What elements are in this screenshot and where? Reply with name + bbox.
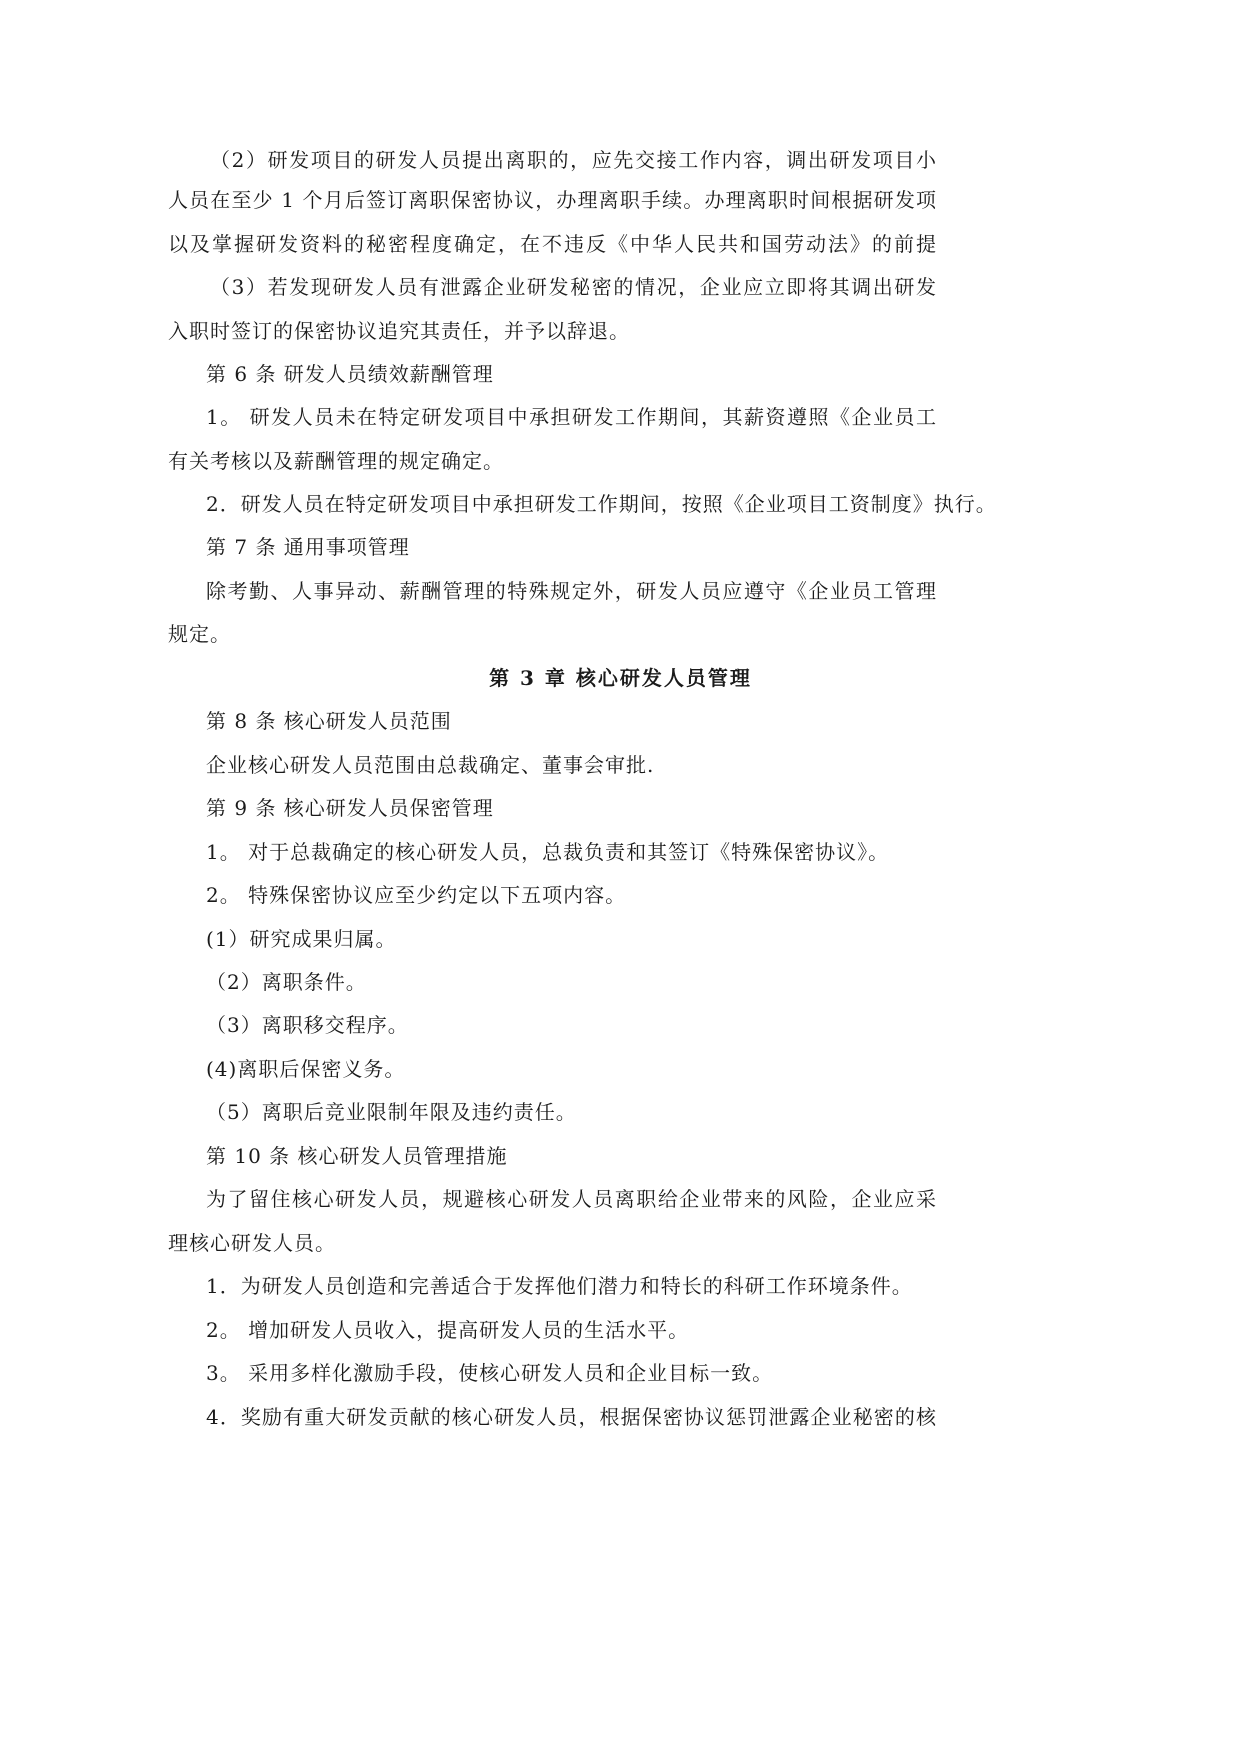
list-item: 1．为研发人员创造和完善适合于发挥他们潜力和特长的科研工作环境条件。: [206, 1274, 913, 1298]
paragraph-line: （3）若发现研发人员有泄露企业研发秘密的情况，企业应立即将其调出研发: [210, 275, 937, 299]
paragraph-line: 人员在至少 1 个月后签订离职保密协议，办理离职手续。办理离职时间根据研发项: [168, 188, 937, 212]
paragraph-line: 为了留住核心研发人员，规避核心研发人员离职给企业带来的风险，企业应采: [206, 1187, 937, 1211]
list-item: 4．奖励有重大研发贡献的核心研发人员，根据保密协议惩罚泄露企业秘密的核: [206, 1405, 937, 1429]
article-heading: 第 8 条 核心研发人员范围: [206, 709, 452, 733]
paragraph-line: 除考勤、人事异动、薪酬管理的特殊规定外，研发人员应遵守《企业员工管理: [206, 579, 937, 603]
list-item: 1。 对于总裁确定的核心研发人员，总裁负责和其签订《特殊保密协议》。: [206, 840, 890, 864]
article-heading: 第 10 条 核心研发人员管理措施: [206, 1144, 508, 1168]
paragraph-line: 2．研发人员在特定研发项目中承担研发工作期间，按照《企业项目工资制度》执行。: [206, 492, 997, 516]
paragraph-line: （2）研发项目的研发人员提出离职的，应先交接工作内容，调出研发项目小: [210, 148, 937, 172]
chapter-heading: 第 3 章 核心研发人员管理: [489, 666, 752, 690]
paragraph-line: 入职时签订的保密协议追究其责任，并予以辞退。: [168, 319, 630, 343]
article-heading: 第 7 条 通用事项管理: [206, 535, 410, 559]
article-heading: 第 9 条 核心研发人员保密管理: [206, 796, 494, 820]
paragraph-line: 理核心研发人员。: [168, 1231, 336, 1255]
paragraph-line: 规定。: [168, 622, 231, 646]
paragraph-line: 1。 研发人员未在特定研发项目中承担研发工作期间，其薪资遵照《企业员工: [206, 405, 937, 429]
list-item: （5）离职后竞业限制年限及违约责任。: [206, 1100, 577, 1124]
list-item: （3）离职移交程序。: [206, 1013, 409, 1037]
article-heading: 第 6 条 研发人员绩效薪酬管理: [206, 362, 494, 386]
list-item: 2。 增加研发人员收入，提高研发人员的生活水平。: [206, 1318, 690, 1342]
list-item: 2。 特殊保密协议应至少约定以下五项内容。: [206, 883, 627, 907]
paragraph-line: 以及掌握研发资料的秘密程度确定，在不违反《中华人民共和国劳动法》的前提: [168, 232, 937, 256]
list-item: 3。 采用多样化激励手段，使核心研发人员和企业目标一致。: [206, 1361, 774, 1385]
paragraph-line: 企业核心研发人员范围由总裁确定、董事会审批.: [206, 753, 655, 777]
list-item: (1）研究成果归属。: [206, 927, 397, 951]
list-item: （2）离职条件。: [206, 970, 367, 994]
paragraph-line: 有关考核以及薪酬管理的规定确定。: [168, 449, 504, 473]
list-item: (4)离职后保密义务。: [206, 1057, 406, 1081]
